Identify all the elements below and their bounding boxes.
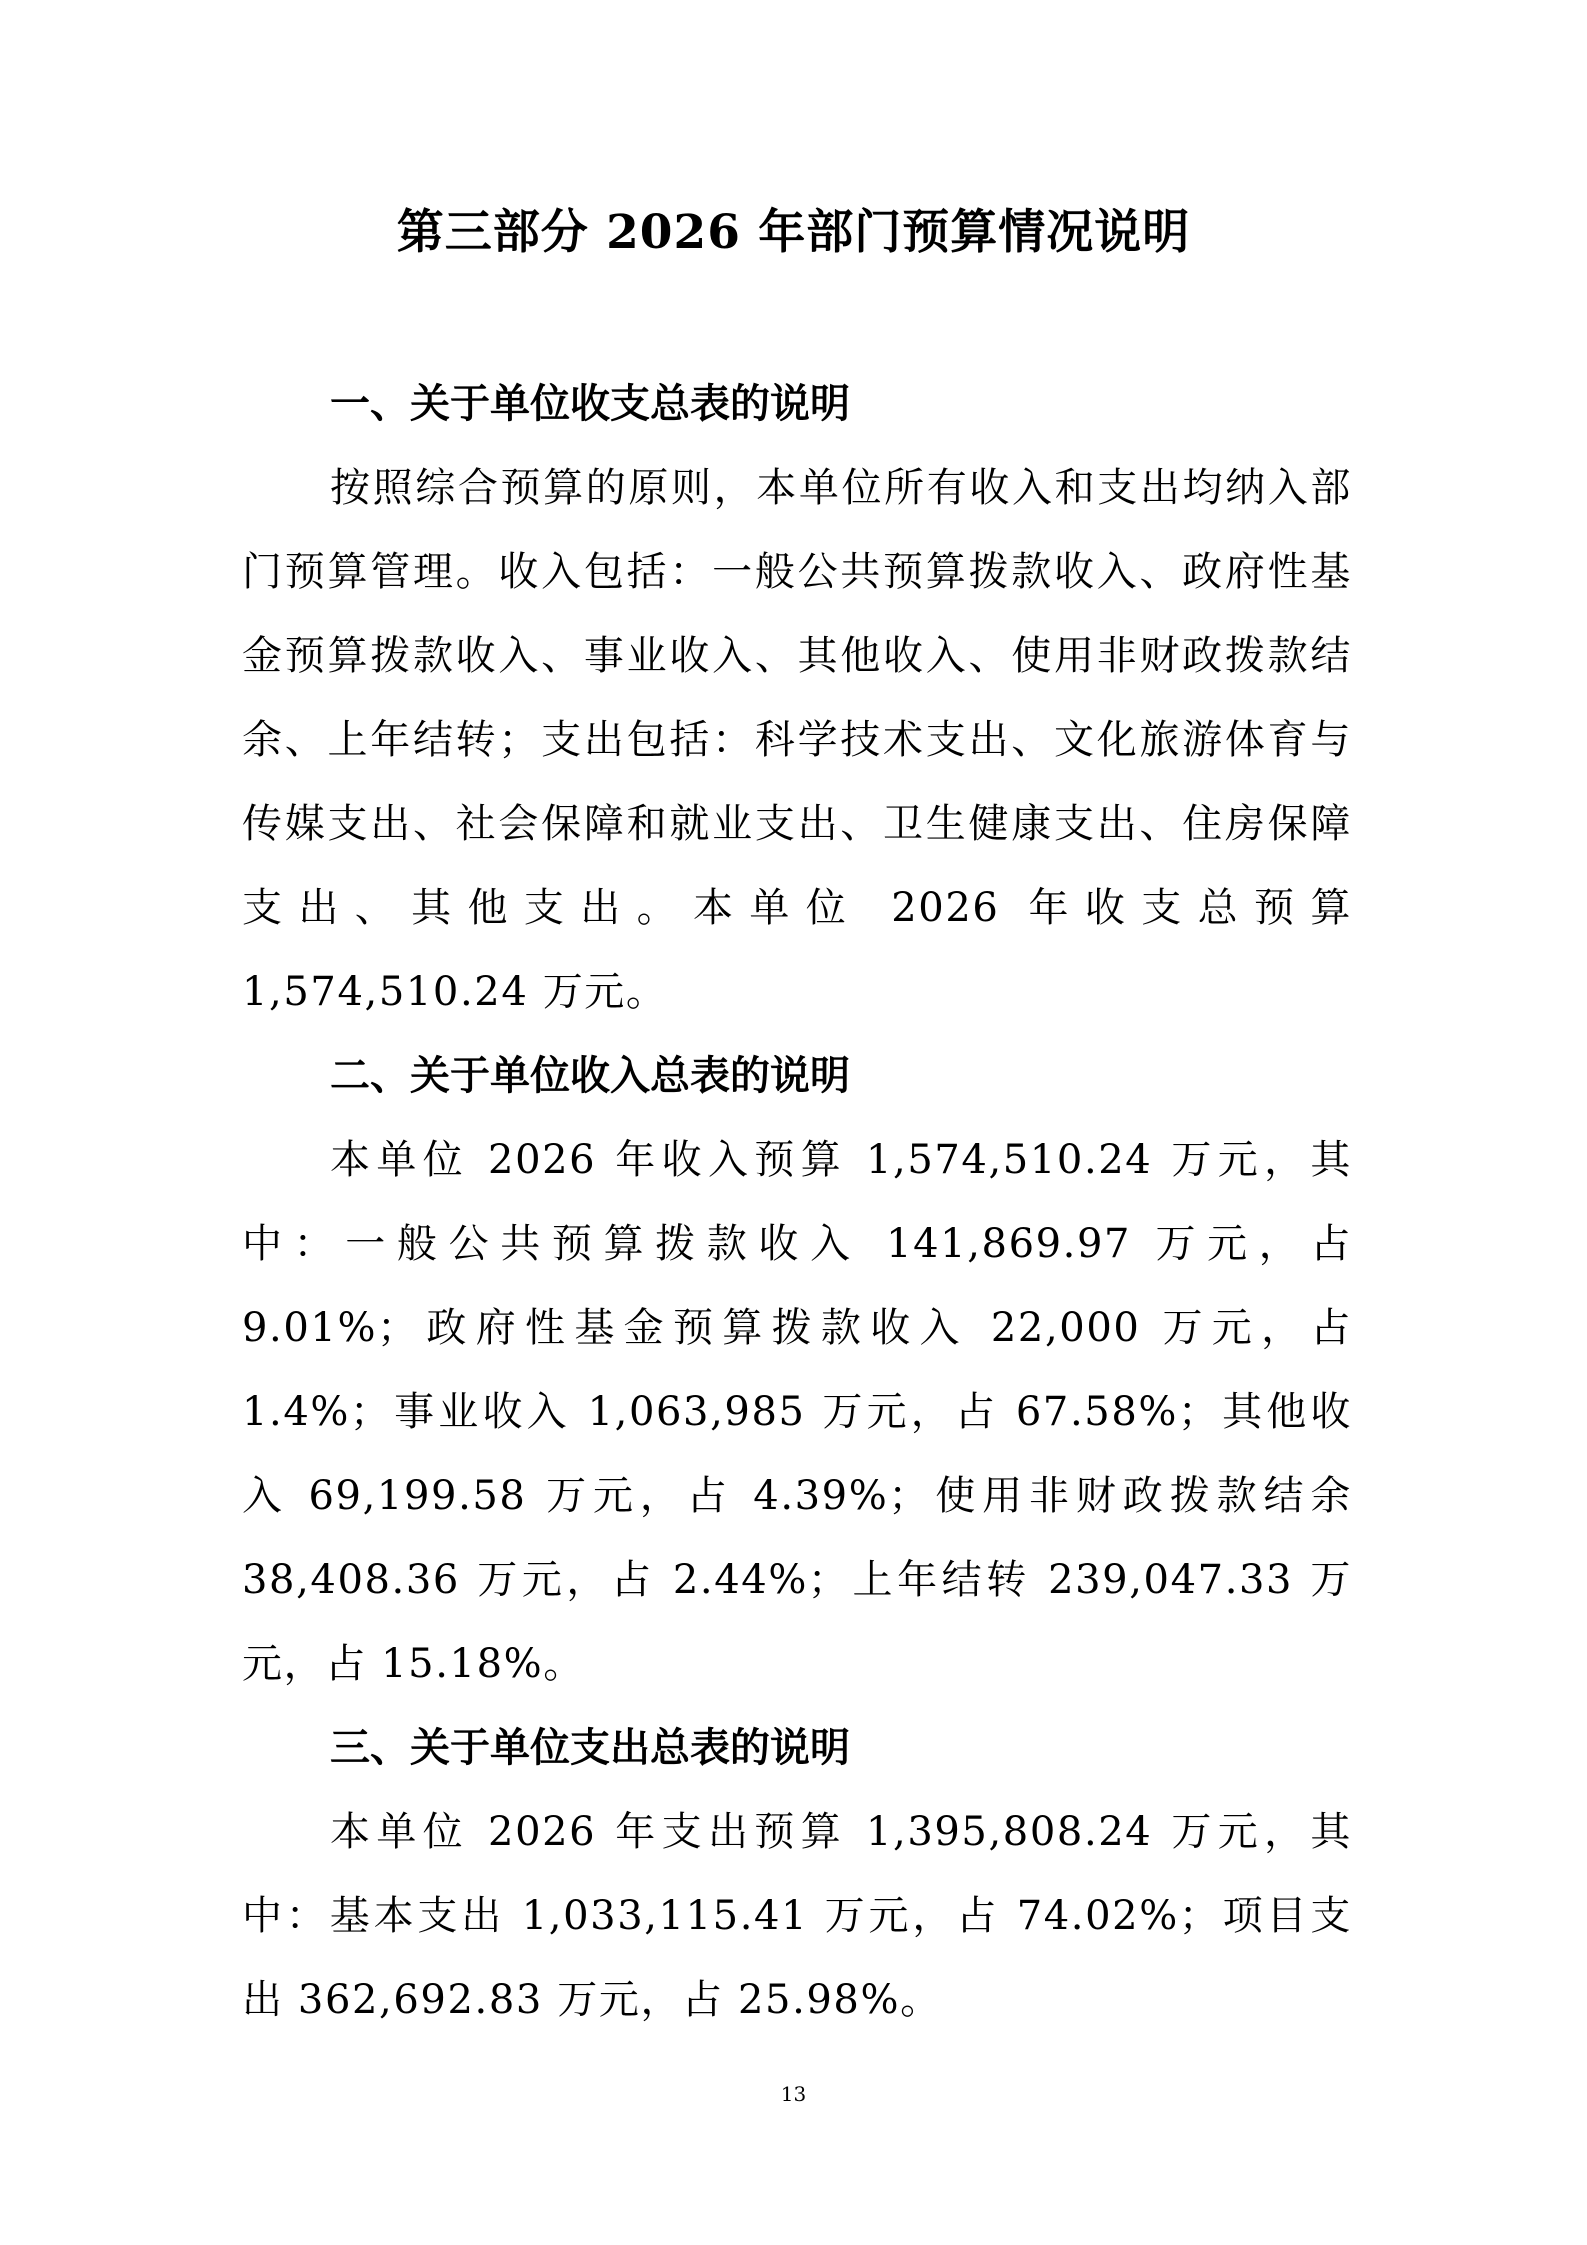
section-heading: 一、关于单位收支总表的说明 bbox=[330, 380, 850, 427]
document-content bbox=[242, 362, 1352, 2042]
document-title: 第三部分 2026 年部门预算情况说明 bbox=[396, 205, 1191, 260]
page-number: 13 bbox=[780, 2082, 807, 2106]
section-income-expense-summary bbox=[242, 362, 1352, 1034]
section-paragraph: 按照综合预算的原则，本单位所有收入和支出均纳入部门预算管理。收入包括：一般公共预算拨款收入、政府性基金预算拨款收入、事业收入、其他收入、使用非财政拨款结余、上年结转；支出包括：科学技术支出、文化旅游体育与传媒支出、社会保障和就业支出、卫生健康支出、住房保障支出、其他支出。本单位 2026 年收支总预算 1,574,510.24 万元。 bbox=[242, 465, 1352, 1015]
section-paragraph: 本单位 2026 年支出预算 1,395,808.24 万元，其中：基本支出 1,033,115.41 万元，占 74.02%；项目支出 362,692.83 万元，占 25.98%。 bbox=[242, 1809, 1352, 2023]
section-heading: 二、关于单位收入总表的说明 bbox=[330, 1052, 850, 1099]
section-heading: 三、关于单位支出总表的说明 bbox=[330, 1724, 850, 1771]
section-income-summary bbox=[242, 1034, 1352, 1706]
section-paragraph: 本单位 2026 年收入预算 1,574,510.24 万元，其中：一般公共预算拨款收入 141,869.97 万元，占 9.01%；政府性基金预算拨款收入 22,000 万元，占 1.4%；事业收入 1,063,985 万元，占 67.58%；其他收入 69,199.58 万元，占 4.39%；使用非财政拨款结余 38,408.36 万元，占 2.44%；上年结转 239,047.33 万元，占 15.18%。 bbox=[242, 1137, 1352, 1687]
section-expense-summary bbox=[242, 1706, 1352, 2042]
